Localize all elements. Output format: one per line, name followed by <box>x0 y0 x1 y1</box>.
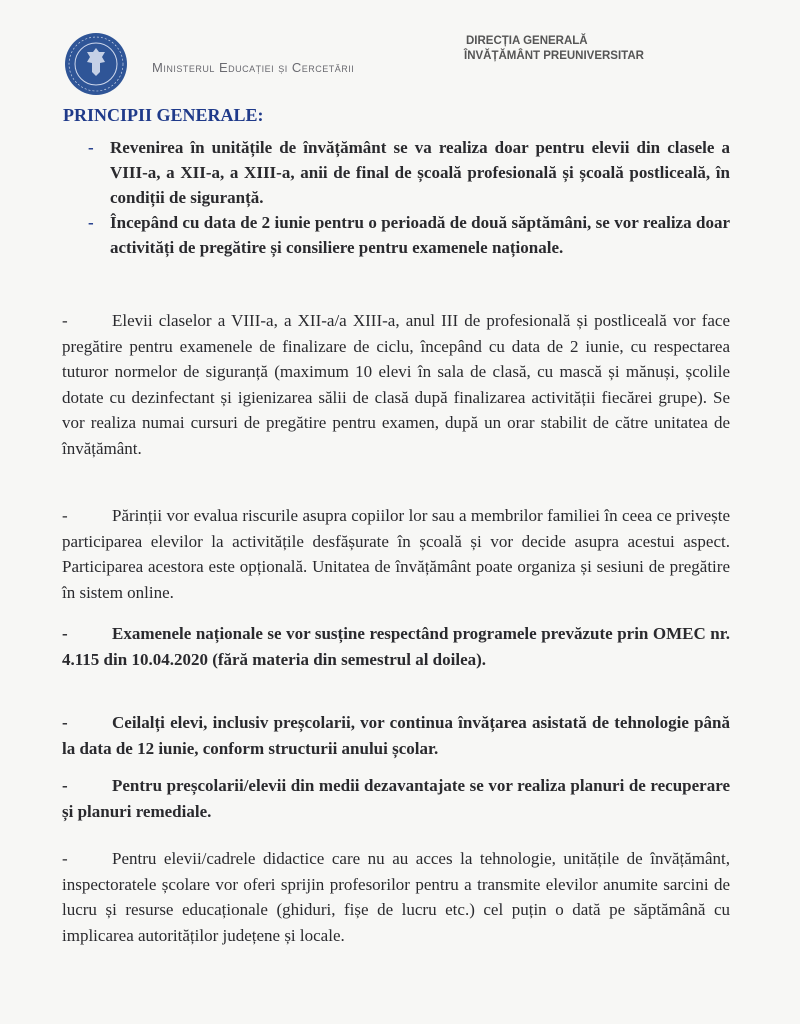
bullet: - <box>88 138 94 157</box>
principle-item <box>88 135 730 210</box>
paragraph <box>62 773 730 824</box>
bullet: - <box>62 311 68 330</box>
direction-line-2: ÎNVĂȚĂMÂNT PREUNIVERSITAR <box>464 50 644 62</box>
ministry-name: Ministerul Educației și Cercetării <box>152 60 355 75</box>
paragraph <box>62 503 730 605</box>
paragraph <box>62 710 730 761</box>
bullet: - <box>88 213 94 232</box>
principle-text: Revenirea în unitățile de învățământ se va realiza doar pentru elevii din clasele a VIII-a, a XII-a, a XIII-a, anii de final de școală profesională și școală postliceală, în condiții de siguranță. <box>110 138 730 207</box>
section-title: PRINCIPII GENERALE: <box>63 105 264 125</box>
direction-line-1: DIRECȚIA GENERALĂ <box>466 35 588 47</box>
bullet: - <box>62 506 68 525</box>
paragraph-text: Examenele naționale se vor susține respectând programele prevăzute prin OMEC nr. 4.115 din 10.04.2020 (fără materia din semestrul al doilea). <box>62 624 730 669</box>
principle-item <box>88 210 730 260</box>
direction-name <box>466 34 644 64</box>
paragraph <box>62 621 730 672</box>
paragraph-text: Elevii claselor a VIII-a, a XII-a/a XIII-a, anul III de profesională și postliceală vor face pregătire pentru examenele de finalizare de ciclu, începând cu data de 2 iunie, cu respectarea tuturor normelor de siguranță (maximum 10 elevi în sala de clasă, cu mască și mănuși, școlile dotate cu dezinfectant și igienizarea sălii de clasă după finalizarea activității fiecărei grupe). Se vor realiza numai cursuri de pregătire pentru examen, după un orar stabilit de către unitatea de învățământ. <box>62 311 730 458</box>
paragraph-text: Pentru preșcolarii/elevii din medii dezavantajate se vor realiza planuri de recuperare și planuri remediale. <box>62 776 730 821</box>
bullet: - <box>62 849 68 868</box>
bullet: - <box>62 713 68 732</box>
principle-text: Începând cu data de 2 iunie pentru o perioadă de două săptămâni, se vor realiza doar activități de pregătire și consiliere pentru examenele naționale. <box>110 213 730 257</box>
paragraph <box>62 308 730 461</box>
paragraph-text: Părinții vor evalua riscurile asupra copiilor lor sau a membrilor familiei în ceea ce privește participarea elevilor la activitățile desfășurate în școală și vor decide asupra acestui aspect. Participarea acestora este opțională. Unitatea de învățământ poate organiza și sesiuni de pregătire în sistem online. <box>62 506 730 602</box>
bullet: - <box>62 624 68 643</box>
paragraph <box>62 846 730 948</box>
paragraph-text: Pentru elevii/cadrele didactice care nu au acces la tehnologie, unitățile de învățământ, inspectoratele școlare vor oferi sprijin profesorilor pentru a transmite elevilor anumite sarcini de lucru și resurse educaționale (ghiduri, fișe de lucru etc.) cel puțin o dată pe săptămână cu implicarea autorităților județene și locale. <box>62 849 730 945</box>
government-seal-logo <box>64 32 128 96</box>
bullet: - <box>62 776 68 795</box>
paragraph-text: Ceilalți elevi, inclusiv preșcolarii, vor continua învățarea asistată de tehnologie până la data de 12 iunie, conform structurii anului școlar. <box>62 713 730 758</box>
